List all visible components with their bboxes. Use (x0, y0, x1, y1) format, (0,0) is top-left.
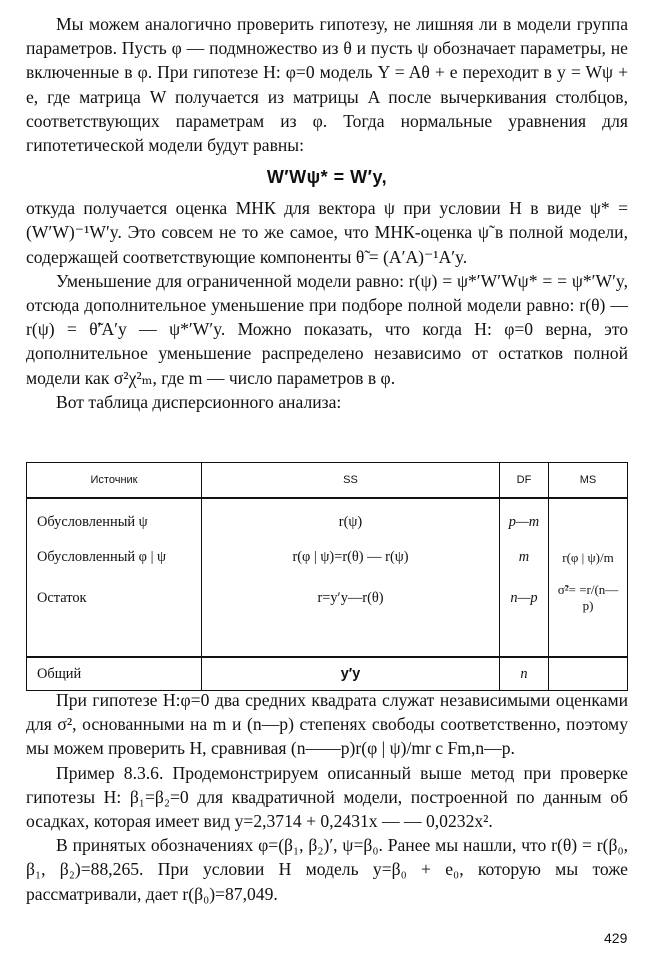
page-body (26, 12, 628, 414)
total-source: Общий (27, 657, 202, 691)
paragraph-hypothesis-test: При гипотезе H:φ=0 два средних квадрата служат независимыми оценками для σ², основанными на m и (n—p) степенях свободы соответственно, поэтому мы можем проверить H, сравнивая (n——p)r(φ | ψ)/mr с Fm,n—p. (26, 690, 628, 759)
row-df: n—p (500, 575, 549, 621)
normal-equations-formula: W′Wψ* = W′y, (266, 167, 388, 188)
table-header-row (27, 463, 628, 499)
header-source: Источник (27, 463, 202, 499)
row-source: Остаток (27, 575, 202, 621)
row-ss: r(ψ) (202, 498, 500, 540)
total-ms (549, 657, 628, 691)
header-ss: SS (202, 463, 500, 499)
spacer-cell (27, 621, 202, 657)
page-number: 429 (604, 930, 628, 946)
spacer-cell (500, 621, 549, 657)
row-ms (549, 498, 628, 540)
paragraph-ols-estimate: откуда получается оценка МНК для вектора ψ при условии H в виде ψ* = (W′W)⁻¹W′y. Это совсем не то же самое, что МНК-оценка ψ̃ в полной модели, содержащей соответствующие компоненты θ̃ = (A′A)⁻¹A′y. (26, 198, 628, 267)
page-body-after-table (26, 688, 628, 906)
paragraph-reduction: Уменьшение для ограниченной модели равно: r(ψ) = ψ*′W′Wψ* = = ψ*′W′y, отсюда дополнительное уменьшение при подборе полной модели равно: r(θ) — r(ψ) = θ̃′A′y — ψ*′W′y. Можно показать, что когда H: φ=0 верна, это дополнительное уменьшение распределено независимо от остатков полной модели как σ²χ²ₘ, где m — число параметров в φ. (26, 270, 628, 388)
header-df: DF (500, 463, 549, 499)
row-df: p—m (500, 498, 549, 540)
table-total-row (27, 657, 628, 691)
row-ms: σ̃²= =r/(n—p) (549, 575, 628, 621)
row-ms: r(φ | ψ)/m (549, 540, 628, 575)
row-ss: r=y′y—r(θ) (202, 575, 500, 621)
row-source: Обусловленный ψ (27, 498, 202, 540)
total-ss: y′y (202, 657, 500, 691)
row-ss: r(φ | ψ)=r(θ) — r(ψ) (202, 540, 500, 575)
paragraph-hypothesis-intro: Мы можем аналогично проверить гипотезу, не лишняя ли в модели группа параметров. Пусть φ — подмножество из θ и пусть ψ обозначает параметры, не включенные в φ. При гипотезе H: φ=0 модель Y = Aθ + e переходит в y = Wψ + e, где матрица W получается из матрицы A после вычеркивания столбцов, соответствующих параметрам из φ. Тогда нормальные уравнения для гипотетической модели будут равны: (26, 14, 628, 156)
header-ms: MS (549, 463, 628, 499)
row-source: Обусловленный φ | ψ (27, 540, 202, 575)
table-row (27, 540, 628, 575)
total-df: n (500, 657, 549, 691)
spacer-cell (549, 621, 628, 657)
paragraph-notation: В принятых обозначениях φ=(β₁, β₂)′, ψ=β₀. Ранее мы нашли, что r(θ) = r(β₀, β₁, β₂)=88,265. При условии H модель y=β₀ + e₀, которую мы тоже рассматривали, дает r(β₀)=87,049. (26, 835, 628, 904)
paragraph-example: Пример 8.3.6. Продемонстрируем описанный выше метод при проверке гипотезы H: β₁=β₂=0 для квадратичной модели, построенной по данным об осадках, которая имеет вид y=2,3714 + 0,2431x — — 0,0232x². (26, 762, 628, 832)
row-df: m (500, 540, 549, 575)
spacer-cell (202, 621, 500, 657)
table-row (27, 575, 628, 621)
anova-table (26, 462, 628, 691)
paragraph-table-intro: Вот таблица дисперсионного анализа: (56, 391, 342, 412)
table-row (27, 498, 628, 540)
